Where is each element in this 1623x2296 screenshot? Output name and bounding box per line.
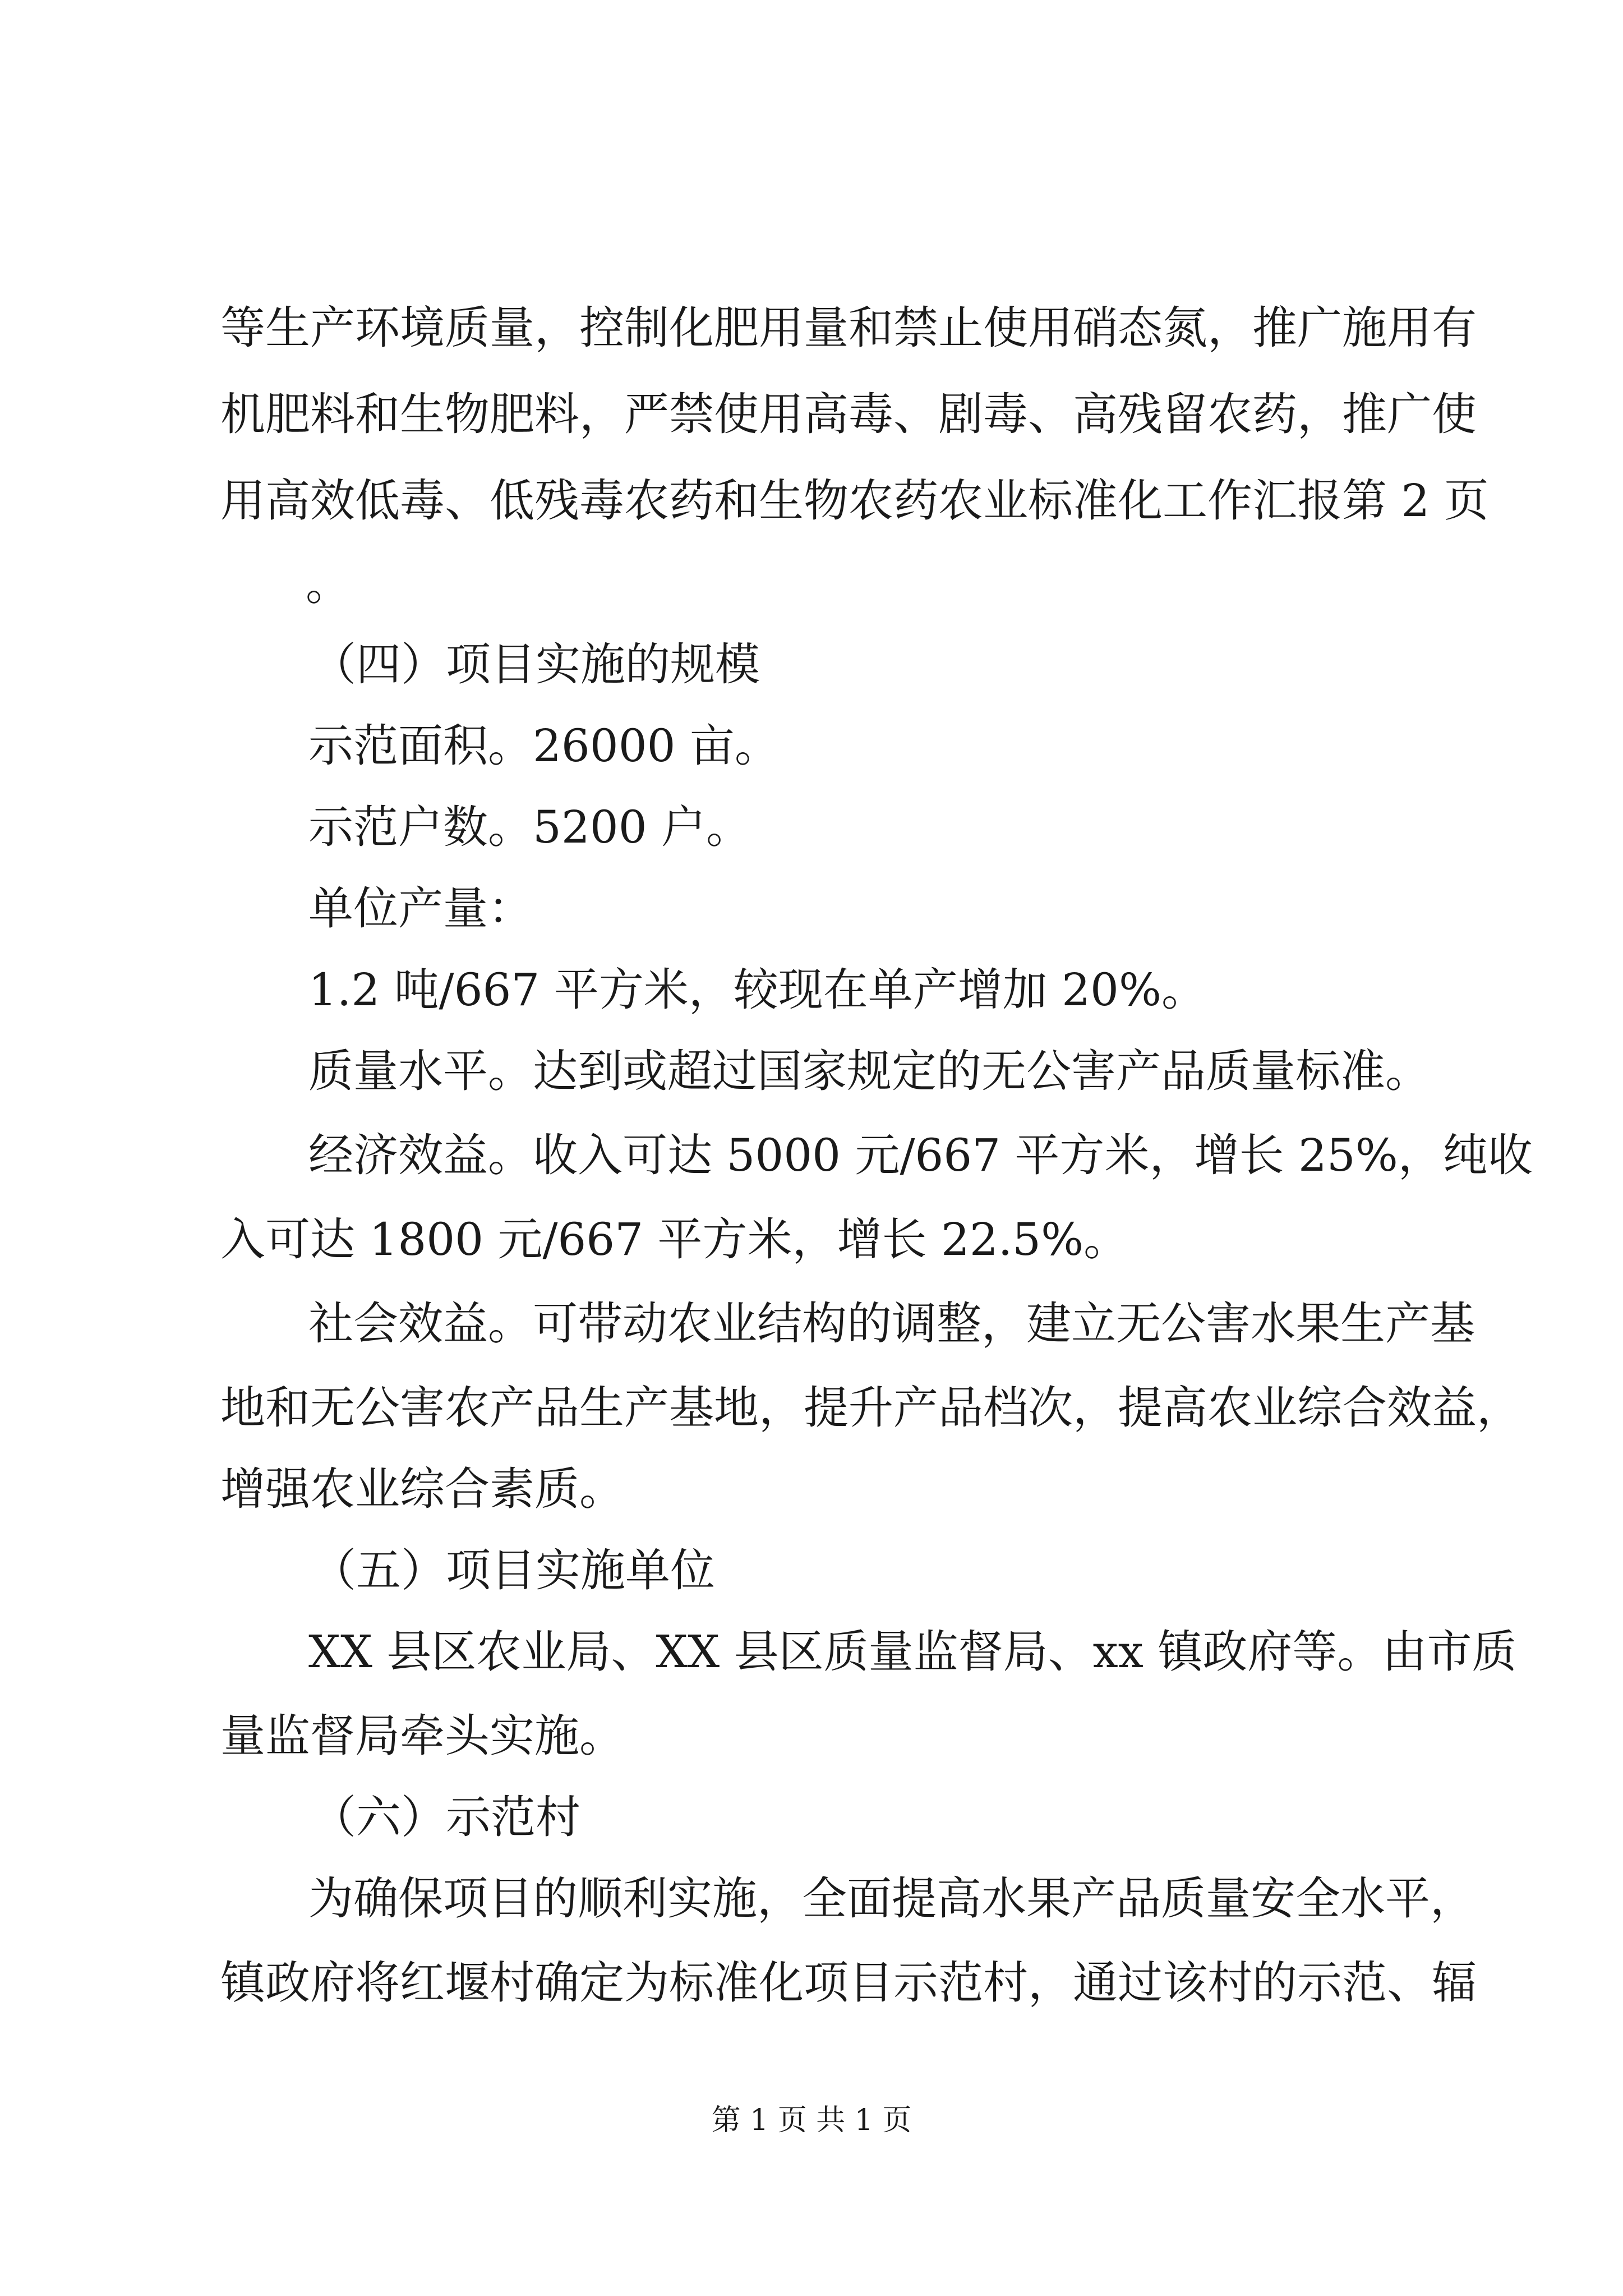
paragraph-line: 镇政府将红堰村确定为标准化项目示范村，通过该村的示范、辐	[220, 1957, 1477, 2009]
section-heading: （六）示范村	[311, 1791, 580, 1843]
paragraph-line: 。	[306, 558, 351, 610]
paragraph-line: 经济效益。收入可达 5000 元/667 平方米，增长 25%，纯收	[308, 1129, 1533, 1181]
paragraph-line: 为确保项目的顺利实施，全面提高水果产品质量安全水平，	[308, 1872, 1475, 1925]
paragraph-line: 入可达 1800 元/667 平方米，增长 22.5%。	[220, 1213, 1129, 1266]
paragraph-line: 地和无公害农产品生产基地，提升产品档次，提高农业综合效益，	[220, 1382, 1521, 1434]
paragraph-line: 单位产量：	[308, 882, 533, 935]
paragraph-line: 1.2 吨/667 平方米，较现在单产增加 20%。	[308, 964, 1206, 1016]
paragraph-line: 社会效益。可带动农业结构的调整，建立无公害水果生产基	[308, 1297, 1475, 1350]
paragraph-line: 示范户数。5200 户。	[308, 801, 751, 853]
paragraph-line: 增强农业综合素质。	[220, 1463, 624, 1515]
paragraph-line: XX 县区农业局、XX 县区质量监督局、xx 镇政府等。由市质	[308, 1626, 1517, 1678]
paragraph-line: 等生产环境质量，控制化肥用量和禁止使用硝态氮，推广施用有	[220, 302, 1477, 354]
paragraph-line: 质量水平。达到或超过国家规定的无公害产品质量标准。	[308, 1045, 1430, 1097]
paragraph-line: 用高效低毒、低残毒农药和生物农药农业标准化工作汇报第 2 页	[220, 475, 1489, 527]
section-heading: （五）项目实施单位	[311, 1544, 715, 1596]
paragraph-line: 示范面积。26000 亩。	[308, 720, 780, 772]
paragraph-line: 机肥料和生物肥料，严禁使用高毒、剧毒、高残留农药，推广使	[220, 388, 1477, 440]
paragraph-line: 量监督局牵头实施。	[220, 1710, 624, 1762]
section-heading: （四）项目实施的规模	[311, 638, 760, 691]
page-footer: 第 1 页 共 1 页	[711, 2104, 912, 2137]
